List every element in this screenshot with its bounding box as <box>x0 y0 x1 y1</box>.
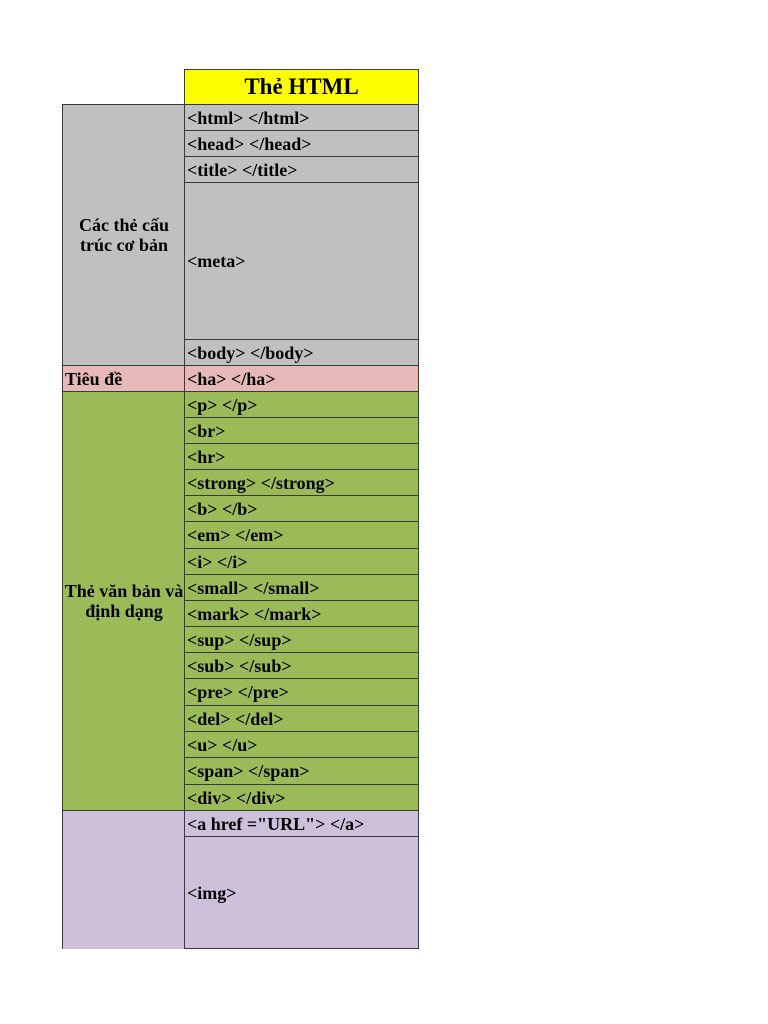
tag-html[interactable]: <html> </html> <box>184 104 419 131</box>
tag-em[interactable]: <em> </em> <box>184 521 419 549</box>
tag-b[interactable]: <b> </b> <box>184 495 419 522</box>
tag-head[interactable]: <head> </head> <box>184 130 419 157</box>
tag-span[interactable]: <span> </span> <box>184 757 419 785</box>
tag-img[interactable]: <img> <box>184 836 419 949</box>
tag-meta[interactable]: <meta> <box>184 182 419 340</box>
tag-a[interactable]: <a href ="URL"> </a> <box>184 810 419 837</box>
tag-u[interactable]: <u> </u> <box>184 731 419 758</box>
category-heading[interactable]: Tiêu đề <box>62 365 185 392</box>
category-structure[interactable]: Các thẻ cấu trúc cơ bản <box>62 104 185 366</box>
header-cell[interactable]: Thẻ HTML <box>184 69 419 105</box>
category-links-media[interactable] <box>62 810 185 949</box>
tag-body[interactable]: <body> </body> <box>184 339 419 366</box>
tag-mark[interactable]: <mark> </mark> <box>184 600 419 627</box>
tag-small[interactable]: <small> </small> <box>184 574 419 601</box>
tag-strong[interactable]: <strong> </strong> <box>184 469 419 496</box>
tag-pre[interactable]: <pre> </pre> <box>184 678 419 706</box>
tag-sup[interactable]: <sup> </sup> <box>184 626 419 653</box>
tag-sub[interactable]: <sub> </sub> <box>184 652 419 679</box>
tag-div[interactable]: <div> </div> <box>184 784 419 811</box>
tag-ha[interactable]: <ha> </ha> <box>184 365 419 392</box>
tag-del[interactable]: <del> </del> <box>184 705 419 732</box>
tag-hr[interactable]: <hr> <box>184 443 419 470</box>
tag-p[interactable]: <p> </p> <box>184 391 419 418</box>
category-text-format[interactable]: Thẻ văn bản và định dạng <box>62 391 185 811</box>
tag-br[interactable]: <br> <box>184 417 419 444</box>
tag-i[interactable]: <i> </i> <box>184 548 419 575</box>
tag-title[interactable]: <title> </title> <box>184 156 419 183</box>
